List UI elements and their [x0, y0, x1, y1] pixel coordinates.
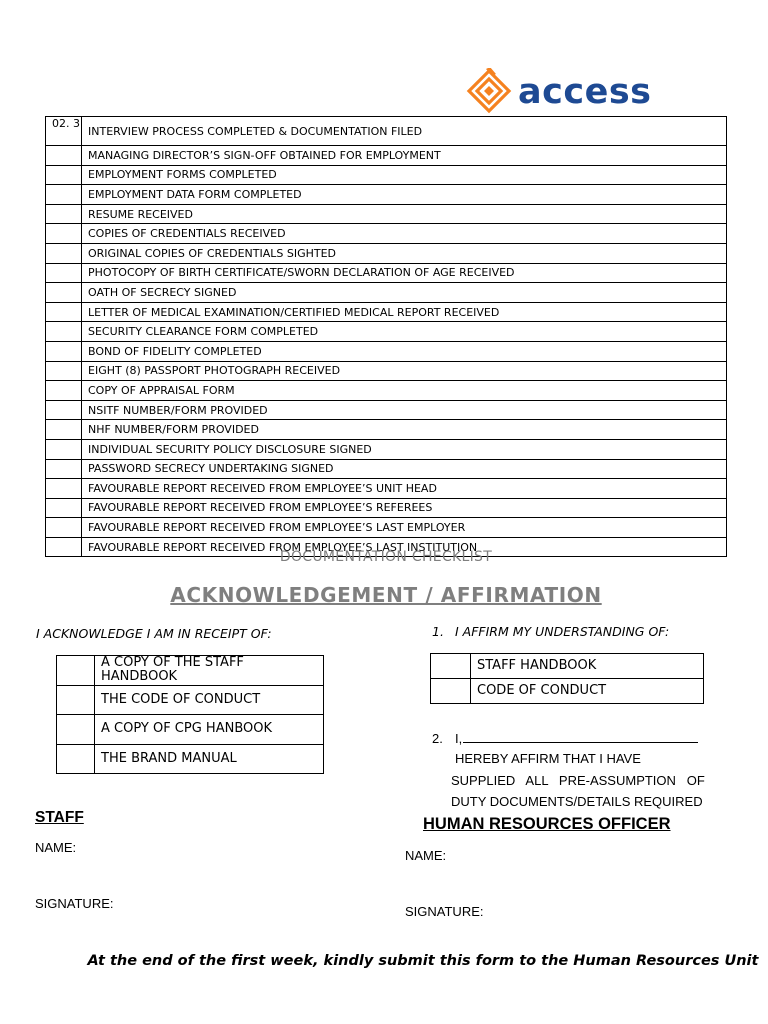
checklist-number-cell[interactable]	[46, 302, 82, 322]
checklist-row	[46, 263, 727, 283]
receipt-label: I ACKNOWLEDGE I AM IN RECEIPT OF:	[36, 626, 272, 641]
checklist-number-cell[interactable]	[46, 165, 82, 185]
checklist-item-label: FAVOURABLE REPORT RECEIVED FROM EMPLOYEE’S UNIT HEAD	[82, 479, 727, 499]
checklist-row	[46, 322, 727, 342]
checklist-number-cell[interactable]	[46, 243, 82, 263]
checklist-number-cell[interactable]	[46, 381, 82, 401]
name-blank-line[interactable]	[463, 742, 698, 743]
checklist-item-label: OATH OF SECRECY SIGNED	[82, 283, 727, 303]
logo-wordmark: access	[518, 72, 652, 112]
checklist-number-cell[interactable]	[46, 518, 82, 538]
checklist-number-cell[interactable]	[46, 459, 82, 479]
checklist-row	[46, 498, 727, 518]
checklist-row	[46, 204, 727, 224]
checklist-row	[46, 146, 727, 166]
checklist-item-label: PHOTOCOPY OF BIRTH CERTIFICATE/SWORN DECLARATION OF AGE RECEIVED	[82, 263, 727, 283]
statement-line-2: HEREBY AFFIRM THAT I HAVE	[455, 751, 641, 766]
checklist-row	[46, 185, 727, 205]
affirm-number: 1.	[432, 624, 444, 639]
checklist-item-label: BOND OF FIDELITY COMPLETED	[82, 341, 727, 361]
checkbox-item-label: A COPY OF CPG HANBOOK	[95, 715, 324, 745]
checklist-number-cell[interactable]	[46, 498, 82, 518]
checklist-item-label: RESUME RECEIVED	[82, 204, 727, 224]
checkbox-row	[57, 685, 324, 715]
checklist-number-cell[interactable]	[46, 263, 82, 283]
checklist-caption: DOCUMENTATION CHECKLIST	[279, 549, 493, 565]
hr-officer-heading: HUMAN RESOURCES OFFICER	[423, 815, 671, 833]
checklist-item-label: EIGHT (8) PASSPORT PHOTOGRAPH RECEIVED	[82, 361, 727, 381]
checklist-item-label: COPY OF APPRAISAL FORM	[82, 381, 727, 401]
staff-signature-label: SIGNATURE:	[35, 896, 114, 911]
checkbox-item-label: THE CODE OF CONDUCT	[95, 685, 324, 715]
checkbox-item-label: STAFF HANDBOOK	[471, 654, 704, 679]
checklist-number-cell[interactable]	[46, 146, 82, 166]
statement-line-1: I,	[455, 731, 463, 746]
staff-name-label: NAME:	[35, 840, 77, 855]
checkbox-cell[interactable]	[431, 679, 471, 704]
checklist-item-label: INDIVIDUAL SECURITY POLICY DISCLOSURE SIGNED	[82, 439, 727, 459]
hr-signature-label: SIGNATURE:	[405, 904, 484, 919]
checkbox-item-label: CODE OF CONDUCT	[471, 679, 704, 704]
checklist-item-label: FAVOURABLE REPORT RECEIVED FROM EMPLOYEE’S LAST INSTITUTION	[82, 537, 727, 557]
checklist-number-cell[interactable]	[46, 479, 82, 499]
checkbox-item-label: THE BRAND MANUAL	[95, 744, 324, 774]
checklist-number-cell[interactable]	[46, 439, 82, 459]
checkbox-item-label: A COPY OF THE STAFF HANDBOOK	[95, 656, 324, 686]
checkbox-row	[431, 654, 704, 679]
checkbox-row	[57, 744, 324, 774]
checklist-item-label: SECURITY CLEARANCE FORM COMPLETED	[82, 322, 727, 342]
checklist-item-label: NSITF NUMBER/FORM PROVIDED	[82, 400, 727, 420]
checkbox-cell[interactable]	[57, 656, 95, 686]
statement-line-3: SUPPLIED ALL PRE-ASSUMPTION OF	[451, 773, 705, 788]
checklist-number-cell[interactable]	[46, 185, 82, 205]
checkbox-cell[interactable]	[57, 685, 95, 715]
checklist-number-cell[interactable]	[46, 224, 82, 244]
checklist-number-cell[interactable]	[46, 204, 82, 224]
checkbox-row	[57, 715, 324, 745]
checklist-item-label: NHF NUMBER/FORM PROVIDED	[82, 420, 727, 440]
checkbox-cell[interactable]	[431, 654, 471, 679]
checklist-item-label: EMPLOYMENT FORMS COMPLETED	[82, 165, 727, 185]
checklist-item-label: FAVOURABLE REPORT RECEIVED FROM EMPLOYEE’S LAST EMPLOYER	[82, 518, 727, 538]
checklist-row	[46, 117, 727, 146]
checklist-row	[46, 243, 727, 263]
checklist-row	[46, 361, 727, 381]
receipt-table	[56, 655, 324, 774]
checklist-item-label: FAVOURABLE REPORT RECEIVED FROM EMPLOYEE’S REFEREES	[82, 498, 727, 518]
checkbox-cell[interactable]	[57, 744, 95, 774]
checkbox-row	[431, 679, 704, 704]
checklist-item-label: INTERVIEW PROCESS COMPLETED & DOCUMENTATION FILED	[82, 117, 727, 146]
checklist-row	[46, 224, 727, 244]
checklist-row	[46, 439, 727, 459]
checklist-row	[46, 381, 727, 401]
diamond-logo-icon	[466, 68, 512, 114]
checklist-item-label: PASSWORD SECRECY UNDERTAKING SIGNED	[82, 459, 727, 479]
checklist-row	[46, 459, 727, 479]
statement-number: 2.	[432, 731, 443, 746]
checklist-row	[46, 165, 727, 185]
checklist-number-cell[interactable]	[46, 361, 82, 381]
checklist-item-label: LETTER OF MEDICAL EXAMINATION/CERTIFIED MEDICAL REPORT RECEIVED	[82, 302, 727, 322]
checklist-item-label: MANAGING DIRECTOR’S SIGN-OFF OBTAINED FOR EMPLOYMENT	[82, 146, 727, 166]
checklist-item-label: EMPLOYMENT DATA FORM COMPLETED	[82, 185, 727, 205]
checklist-number-cell[interactable]	[46, 400, 82, 420]
checklist-number-cell[interactable]: 02. 3	[46, 117, 82, 146]
checklist-row	[46, 479, 727, 499]
staff-heading: STAFF	[35, 809, 84, 826]
checkbox-row	[57, 656, 324, 686]
checklist-number-cell[interactable]	[46, 322, 82, 342]
checkbox-cell[interactable]	[57, 715, 95, 745]
checklist-row	[46, 283, 727, 303]
checklist-number-cell[interactable]	[46, 283, 82, 303]
checklist-item-label: COPIES OF CREDENTIALS RECEIVED	[82, 224, 727, 244]
acknowledgement-title: ACKNOWLEDGEMENT / AFFIRMATION	[170, 583, 602, 607]
checklist-number-cell[interactable]	[46, 420, 82, 440]
checklist-row	[46, 302, 727, 322]
checklist-item-label: ORIGINAL COPIES OF CREDENTIALS SIGHTED	[82, 243, 727, 263]
footer-note: At the end of the first week, kindly submit this form to the Human Resources Unit	[87, 953, 759, 969]
checklist-row	[46, 400, 727, 420]
access-logo	[466, 68, 661, 116]
checklist-row	[46, 420, 727, 440]
hr-name-label: NAME:	[405, 848, 447, 863]
checklist-number-cell[interactable]	[46, 341, 82, 361]
statement-line-4: DUTY DOCUMENTS/DETAILS REQUIRED	[451, 794, 703, 809]
checklist-row	[46, 518, 727, 538]
affirm-label: I AFFIRM MY UNDERSTANDING OF:	[455, 624, 670, 639]
checklist-row	[46, 341, 727, 361]
documentation-checklist-table	[45, 116, 727, 557]
affirm-table	[430, 653, 704, 704]
